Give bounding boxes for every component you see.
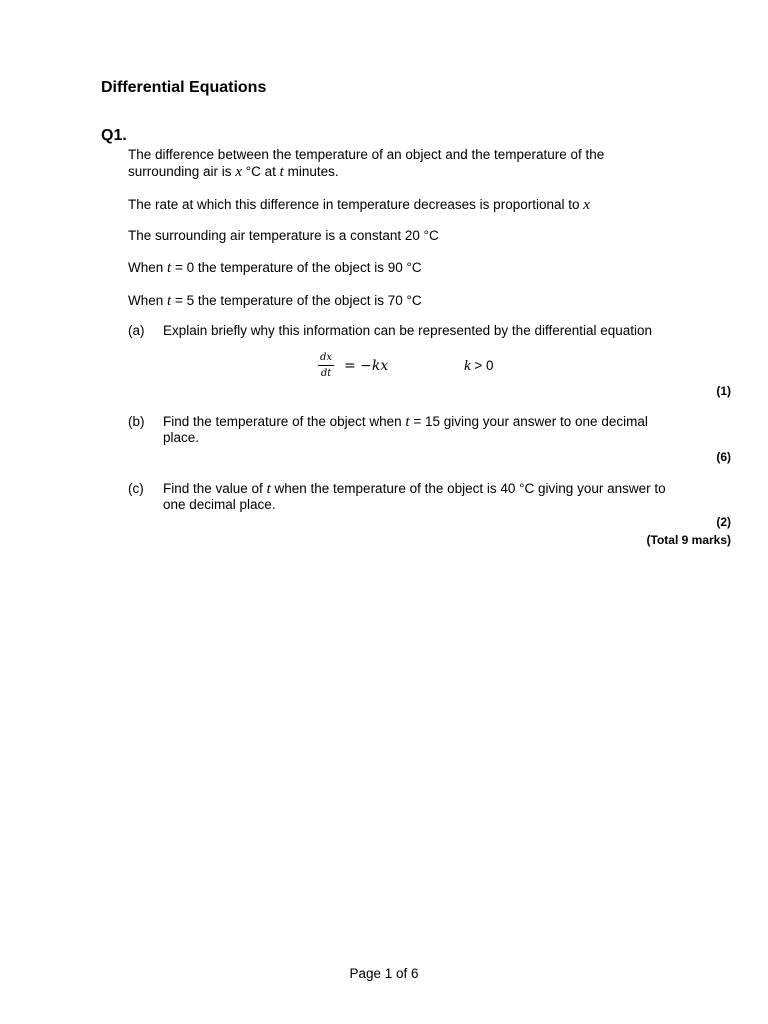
text: = 0 the temperature of the object is 90 °C: [171, 260, 422, 275]
total-marks: (Total 9 marks): [646, 533, 731, 547]
text: > 0: [470, 358, 494, 373]
intro-paragraph-2: [128, 196, 590, 214]
part-a-marks: (1): [716, 384, 731, 398]
part-b-marks: (6): [716, 450, 731, 464]
text: °C at: [241, 164, 280, 179]
intro-line-1: The difference between the temperature of an object and the temperature of the: [128, 147, 605, 162]
var-x: x: [583, 197, 590, 213]
part-b-text: [163, 414, 648, 446]
text: surrounding air is: [128, 164, 236, 179]
var-t: t: [405, 414, 410, 430]
intro-paragraph-3: The surrounding air temperature is a constant 20 °C: [128, 228, 439, 243]
var-t: t: [167, 293, 172, 309]
page-footer: Page 1 of 6: [349, 966, 419, 981]
equation-rhs: = −kx: [344, 358, 389, 374]
text: minutes.: [283, 164, 339, 179]
part-a-text: Explain briefly why this information can be represented by the differential equation: [163, 323, 653, 338]
part-c-label: (c): [128, 481, 144, 496]
var-t: t: [266, 481, 271, 497]
part-c-text: [163, 481, 666, 513]
var-k: k: [464, 358, 471, 374]
part-b-line-1: [163, 414, 648, 430]
intro-paragraph-1: [128, 146, 604, 181]
text: Find the value of: [163, 481, 267, 496]
var-t: t: [167, 260, 172, 276]
var-t: t: [279, 164, 284, 180]
part-c-line-2: one decimal place.: [163, 497, 276, 512]
text: = 5 the temperature of the object is 70 °C: [171, 293, 422, 308]
part-b-label: (b): [128, 414, 145, 429]
part-c-marks: (2): [716, 515, 731, 529]
fraction-numerator: dx: [318, 352, 334, 366]
intro-paragraph-5: [128, 292, 422, 310]
text: When: [128, 260, 168, 275]
text: When: [128, 293, 168, 308]
intro-paragraph-4: [128, 259, 422, 277]
part-c-line-1: [163, 481, 666, 497]
equation-fraction: [318, 352, 334, 380]
intro-line-2: [128, 163, 604, 181]
text: = 15 giving your answer to one decimal: [409, 414, 648, 429]
text: The rate at which this difference in temperature decreases is proportional to: [128, 197, 584, 212]
question-number: Q1.: [101, 127, 127, 144]
page-title: Differential Equations: [101, 79, 267, 96]
var-x: x: [235, 164, 242, 180]
part-b-line-2: place.: [163, 430, 200, 445]
k-condition: [464, 358, 494, 375]
fraction-denominator: dt: [320, 368, 332, 379]
part-a-label: (a): [128, 323, 145, 338]
text: Find the temperature of the object when: [163, 414, 406, 429]
text: when the temperature of the object is 40 °C giving your answer to: [270, 481, 666, 496]
